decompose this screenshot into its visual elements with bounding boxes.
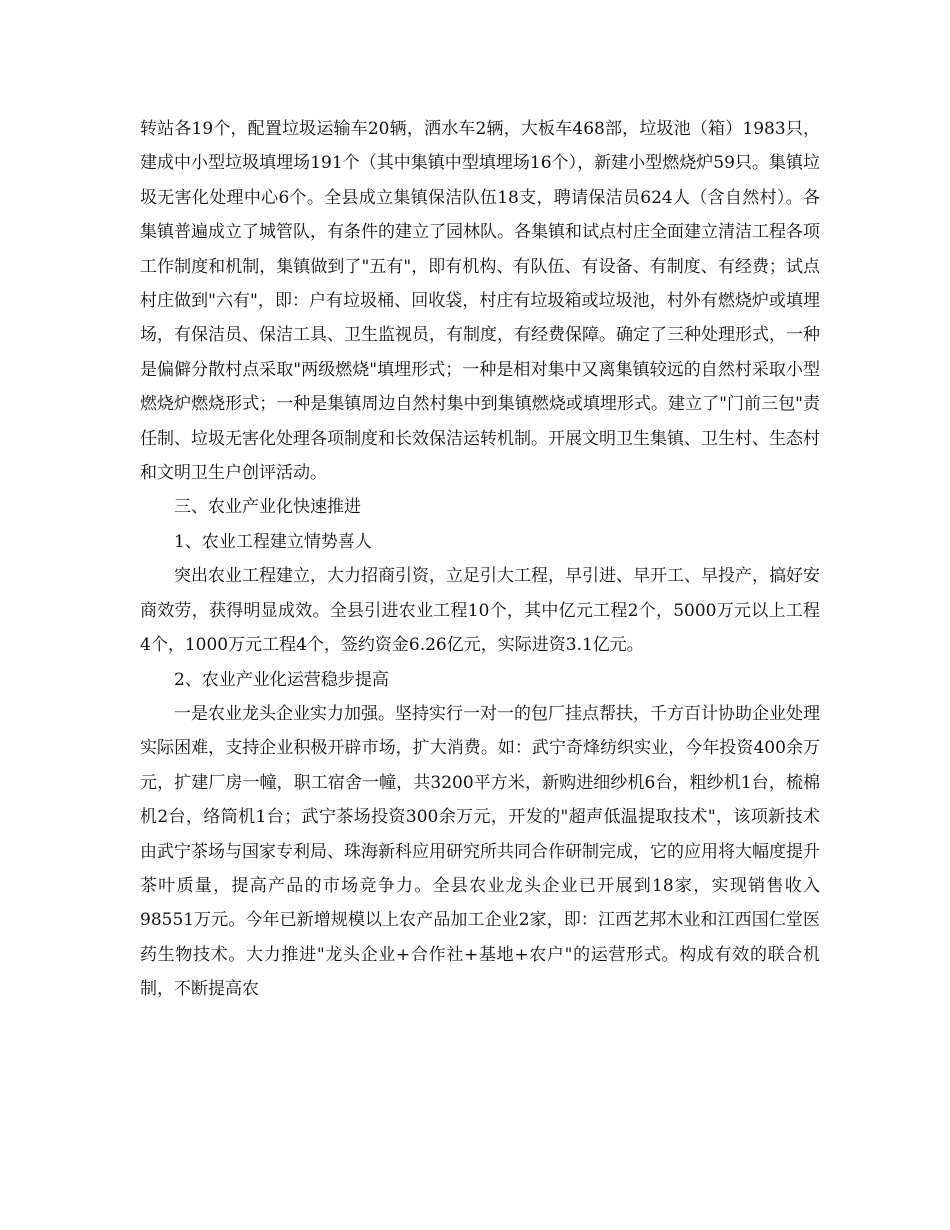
paragraph-sanitation: 转站各19个，配置垃圾运输车20辆，洒水车2辆，大板车468部，垃圾池（箱）1983只，建成中小型垃圾填埋场191个（其中集镇中型填埋场16个），新建小型燃烧炉59只。集镇垃圾无害化处理中心6个。全县成立集镇保洁队伍18支，聘请保洁员624人（含自然村）。各集镇普遍成立了城管队，有条件的建立了园林队。各集镇和试点村庄全面建立清洁工程各项工作制度和机制，集镇做到了"五有"，即有机构、有队伍、有设备、有制度、有经费；试点村庄做到"六有"，即：户有垃圾桶、回收袋，村庄有垃圾箱或垃圾池，村外有燃烧炉或填埋场，有保洁员、保洁工具、卫生监视员，有制度，有经费保障。确定了三种处理形式，一种是偏僻分散村点采取"两级燃烧"填埋形式；一种是相对集中又离集镇较远的自然村采取小型燃烧炉燃烧形式；一种是集镇周边自然村集中到集镇燃烧或填埋形式。建立了"门前三包"责任制、垃圾无害化处理各项制度和长效保洁运转机制。开展文明卫生集镇、卫生村、生态村和文明卫生户创评活动。 [140, 119, 820, 484]
document-page [140, 112, 820, 1007]
paragraph-enterprises: 一是农业龙头企业实力加强。坚持实行一对一的包厂挂点帮扶，千方百计协助企业处理实际困难，支持企业积极开辟市场，扩大消费。如：武宁奇烽纺织实业，今年投资400余万元，扩建厂房一幢，职工宿舍一幢，共3200平方米，新购进细纱机6台，粗纱机1台，梳棉机2台，络筒机1台；武宁茶场投资300余万元，开发的"超声低温提取技术"，该项新技术由武宁茶场与国家专利局、珠海新科应用研究所共同合作研制完成，它的应用将大幅度提升茶叶质量，提高产品的市场竞争力。全县农业龙头企业已开展到18家，实现销售收入98551万元。今年已新增规模以上农产品加工企业2家，即：江西艺邦木业和江西国仁堂医药生物技术。大力推进"龙头企业+合作社+基地+农户"的运营形式。构成有效的联合机制，不断提高农 [140, 703, 820, 1000]
subheading-industrialization: 2、农业产业化运营稳步提高 [174, 669, 389, 690]
subheading-projects: 1、农业工程建立情势喜人 [174, 531, 372, 552]
paragraph-projects: 突出农业工程建立，大力招商引资，立足引大工程，早引进、早开工、早投产，搞好安商效劳，获得明显成效。全县引进农业工程10个，其中亿元工程2个，5000万元以上工程4个，1000万元工程4个，签约资金6.26亿元，实际进资3.1亿元。 [140, 566, 820, 656]
section-heading-agriculture: 三、农业产业化快速推进 [174, 497, 361, 518]
